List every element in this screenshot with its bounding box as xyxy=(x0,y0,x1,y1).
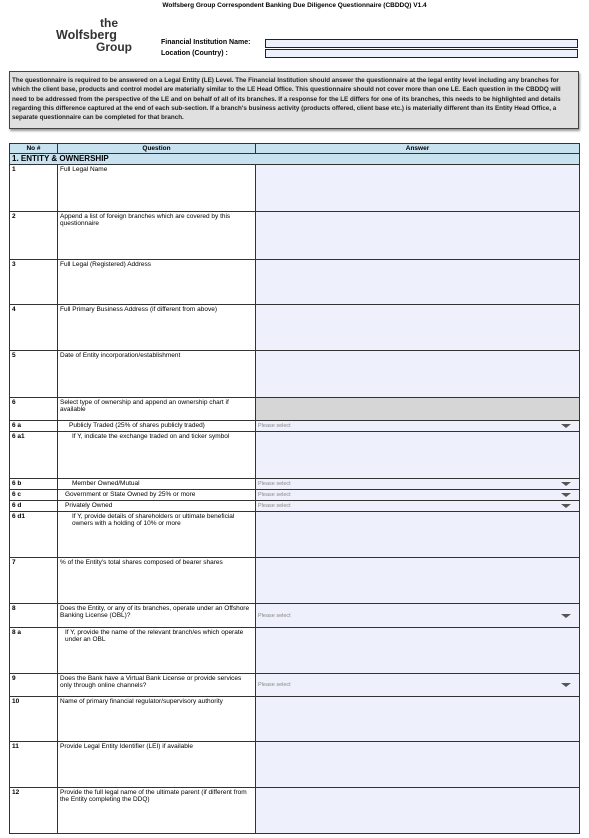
row-question: Full Legal (Registered) Address xyxy=(58,260,256,305)
answer-field[interactable] xyxy=(256,212,580,260)
chevron-down-icon xyxy=(561,493,571,497)
row-question: Provide the full legal name of the ultimate parent (if different from the Entity completing the DDQ) xyxy=(58,788,256,834)
row-question: If Y, provide details of shareholders or ultimate beneficial owners with a holding of 10% or more xyxy=(58,512,256,558)
questionnaire-table xyxy=(9,143,580,834)
table-row xyxy=(10,788,580,834)
answer-field-disabled xyxy=(256,398,580,421)
row-question: Privately Owned xyxy=(58,501,256,512)
row-number: 6 a1 xyxy=(10,432,58,479)
row-number: 12 xyxy=(10,788,58,834)
row-question: Name of primary financial regulator/supervisory authority xyxy=(58,697,256,742)
row-number: 6 a xyxy=(10,421,58,432)
select-placeholder: Please select xyxy=(258,682,291,688)
answer-select[interactable] xyxy=(256,501,580,512)
select-placeholder: Please select xyxy=(258,492,291,498)
row-number: 5 xyxy=(10,351,58,398)
row-question: Government or State Owned by 25% or more xyxy=(58,490,256,501)
row-question: If Y, indicate the exchange traded on and ticker symbol xyxy=(58,432,256,479)
row-number: 6 d xyxy=(10,501,58,512)
table-row xyxy=(10,421,580,432)
section-title: 1. ENTITY & OWNERSHIP xyxy=(10,154,580,165)
table-row xyxy=(10,432,580,479)
col-header-question: Question xyxy=(58,144,256,154)
row-question: Full Legal Name xyxy=(58,165,256,212)
table-row xyxy=(10,558,580,604)
answer-select[interactable] xyxy=(256,674,580,697)
table-row xyxy=(10,604,580,628)
fi-name-field[interactable] xyxy=(265,39,578,48)
table-row xyxy=(10,512,580,558)
row-number: 4 xyxy=(10,305,58,351)
location-field[interactable] xyxy=(265,49,578,58)
select-placeholder: Please select xyxy=(258,481,291,487)
row-number: 11 xyxy=(10,742,58,788)
answer-select[interactable] xyxy=(256,490,580,501)
select-placeholder: Please select xyxy=(258,612,291,619)
answer-field[interactable] xyxy=(256,165,580,212)
chevron-down-icon xyxy=(561,482,571,486)
col-header-no: No # xyxy=(10,144,58,154)
answer-field[interactable] xyxy=(256,512,580,558)
row-number: 8 xyxy=(10,604,58,628)
table-row xyxy=(10,165,580,212)
logo-line-the: the xyxy=(100,16,118,30)
answer-field[interactable] xyxy=(256,260,580,305)
row-question: Full Primary Business Address (if different from above) xyxy=(58,305,256,351)
chevron-down-icon xyxy=(561,683,571,687)
table-row xyxy=(10,351,580,398)
wolfsberg-logo xyxy=(56,17,134,53)
location-label: Location (Country) : xyxy=(161,50,228,57)
answer-field[interactable] xyxy=(256,305,580,351)
col-header-answer: Answer xyxy=(256,144,580,154)
answer-select[interactable] xyxy=(256,479,580,490)
row-question: Does the Entity, or any of its branches, operate under an Offshore Banking License (OBL)? xyxy=(58,604,256,628)
row-question: Does the Bank have a Virtual Bank License or provide services only through online channels? xyxy=(58,674,256,697)
table-row xyxy=(10,212,580,260)
row-number: 2 xyxy=(10,212,58,260)
logo-line-group: Group xyxy=(96,40,132,54)
select-placeholder: Please select xyxy=(258,503,291,509)
row-number: 1 xyxy=(10,165,58,212)
table-row xyxy=(10,490,580,501)
row-number: 3 xyxy=(10,260,58,305)
row-question: % of the Entity's total shares composed of bearer shares xyxy=(58,558,256,604)
chevron-down-icon xyxy=(561,504,571,508)
chevron-down-icon xyxy=(561,614,571,618)
table-row xyxy=(10,260,580,305)
table-row xyxy=(10,628,580,674)
select-placeholder: Please select xyxy=(258,423,291,429)
row-question: Provide Legal Entity Identifier (LEI) if available xyxy=(58,742,256,788)
row-number: 8 a xyxy=(10,628,58,674)
row-number: 7 xyxy=(10,558,58,604)
row-question: Publicly Traded (25% of shares publicly traded) xyxy=(58,421,256,432)
row-number: 10 xyxy=(10,697,58,742)
row-question: Date of Entity incorporation/establishment xyxy=(58,351,256,398)
row-number: 6 xyxy=(10,398,58,421)
table-row xyxy=(10,674,580,697)
logo-line-wolfsberg: Wolfsberg xyxy=(56,28,117,42)
row-number: 6 d1 xyxy=(10,512,58,558)
row-number: 6 c xyxy=(10,490,58,501)
answer-field[interactable] xyxy=(256,432,580,479)
answer-field[interactable] xyxy=(256,742,580,788)
document-title: Wolfsberg Group Correspondent Banking Due Diligence Questionnaire (CBDDQ) V1.4 xyxy=(162,2,427,9)
answer-select[interactable] xyxy=(256,421,580,432)
row-number: 6 b xyxy=(10,479,58,490)
table-row xyxy=(10,305,580,351)
row-question: If Y, provide the name of the relevant branch/es which operate under an OBL xyxy=(58,628,256,674)
section-row xyxy=(10,154,580,165)
answer-select[interactable] xyxy=(256,604,580,628)
row-question: Append a list of foreign branches which are covered by this questionnaire xyxy=(58,212,256,260)
fi-name-label: Financial Institution Name: xyxy=(161,39,251,46)
answer-field[interactable] xyxy=(256,628,580,674)
table-row xyxy=(10,697,580,742)
intro-notice: The questionnaire is required to be answered on a Legal Entity (LE) Level. The Financial Institution should answer the questionnaire at the legal entity level including any branches for which the client base, products and control model are materially similar to the LE Head Office. This questionnaire should not cover more than one LE. Each question in the CBDDQ will need to be addressed from the perspective of the LE and on behalf of all of its branches. If a response for the LE differs for one of its branches, this needs to be highlighted and details regarding this difference captured at the end of each sub-section. If a branch's business activity (products offered, client base etc.) is materially different than its Entity Head Office, a separate questionnaire can be completed for that branch. xyxy=(9,71,579,129)
row-question: Select type of ownership and append an ownership chart if available xyxy=(58,398,256,421)
answer-field[interactable] xyxy=(256,697,580,742)
row-question: Member Owned/Mutual xyxy=(58,479,256,490)
answer-field[interactable] xyxy=(256,558,580,604)
chevron-down-icon xyxy=(561,424,571,428)
table-row xyxy=(10,398,580,421)
answer-field[interactable] xyxy=(256,351,580,398)
row-number: 9 xyxy=(10,674,58,697)
table-row xyxy=(10,742,580,788)
table-row xyxy=(10,479,580,490)
table-header-row xyxy=(10,144,580,154)
answer-field[interactable] xyxy=(256,788,580,834)
table-row xyxy=(10,501,580,512)
